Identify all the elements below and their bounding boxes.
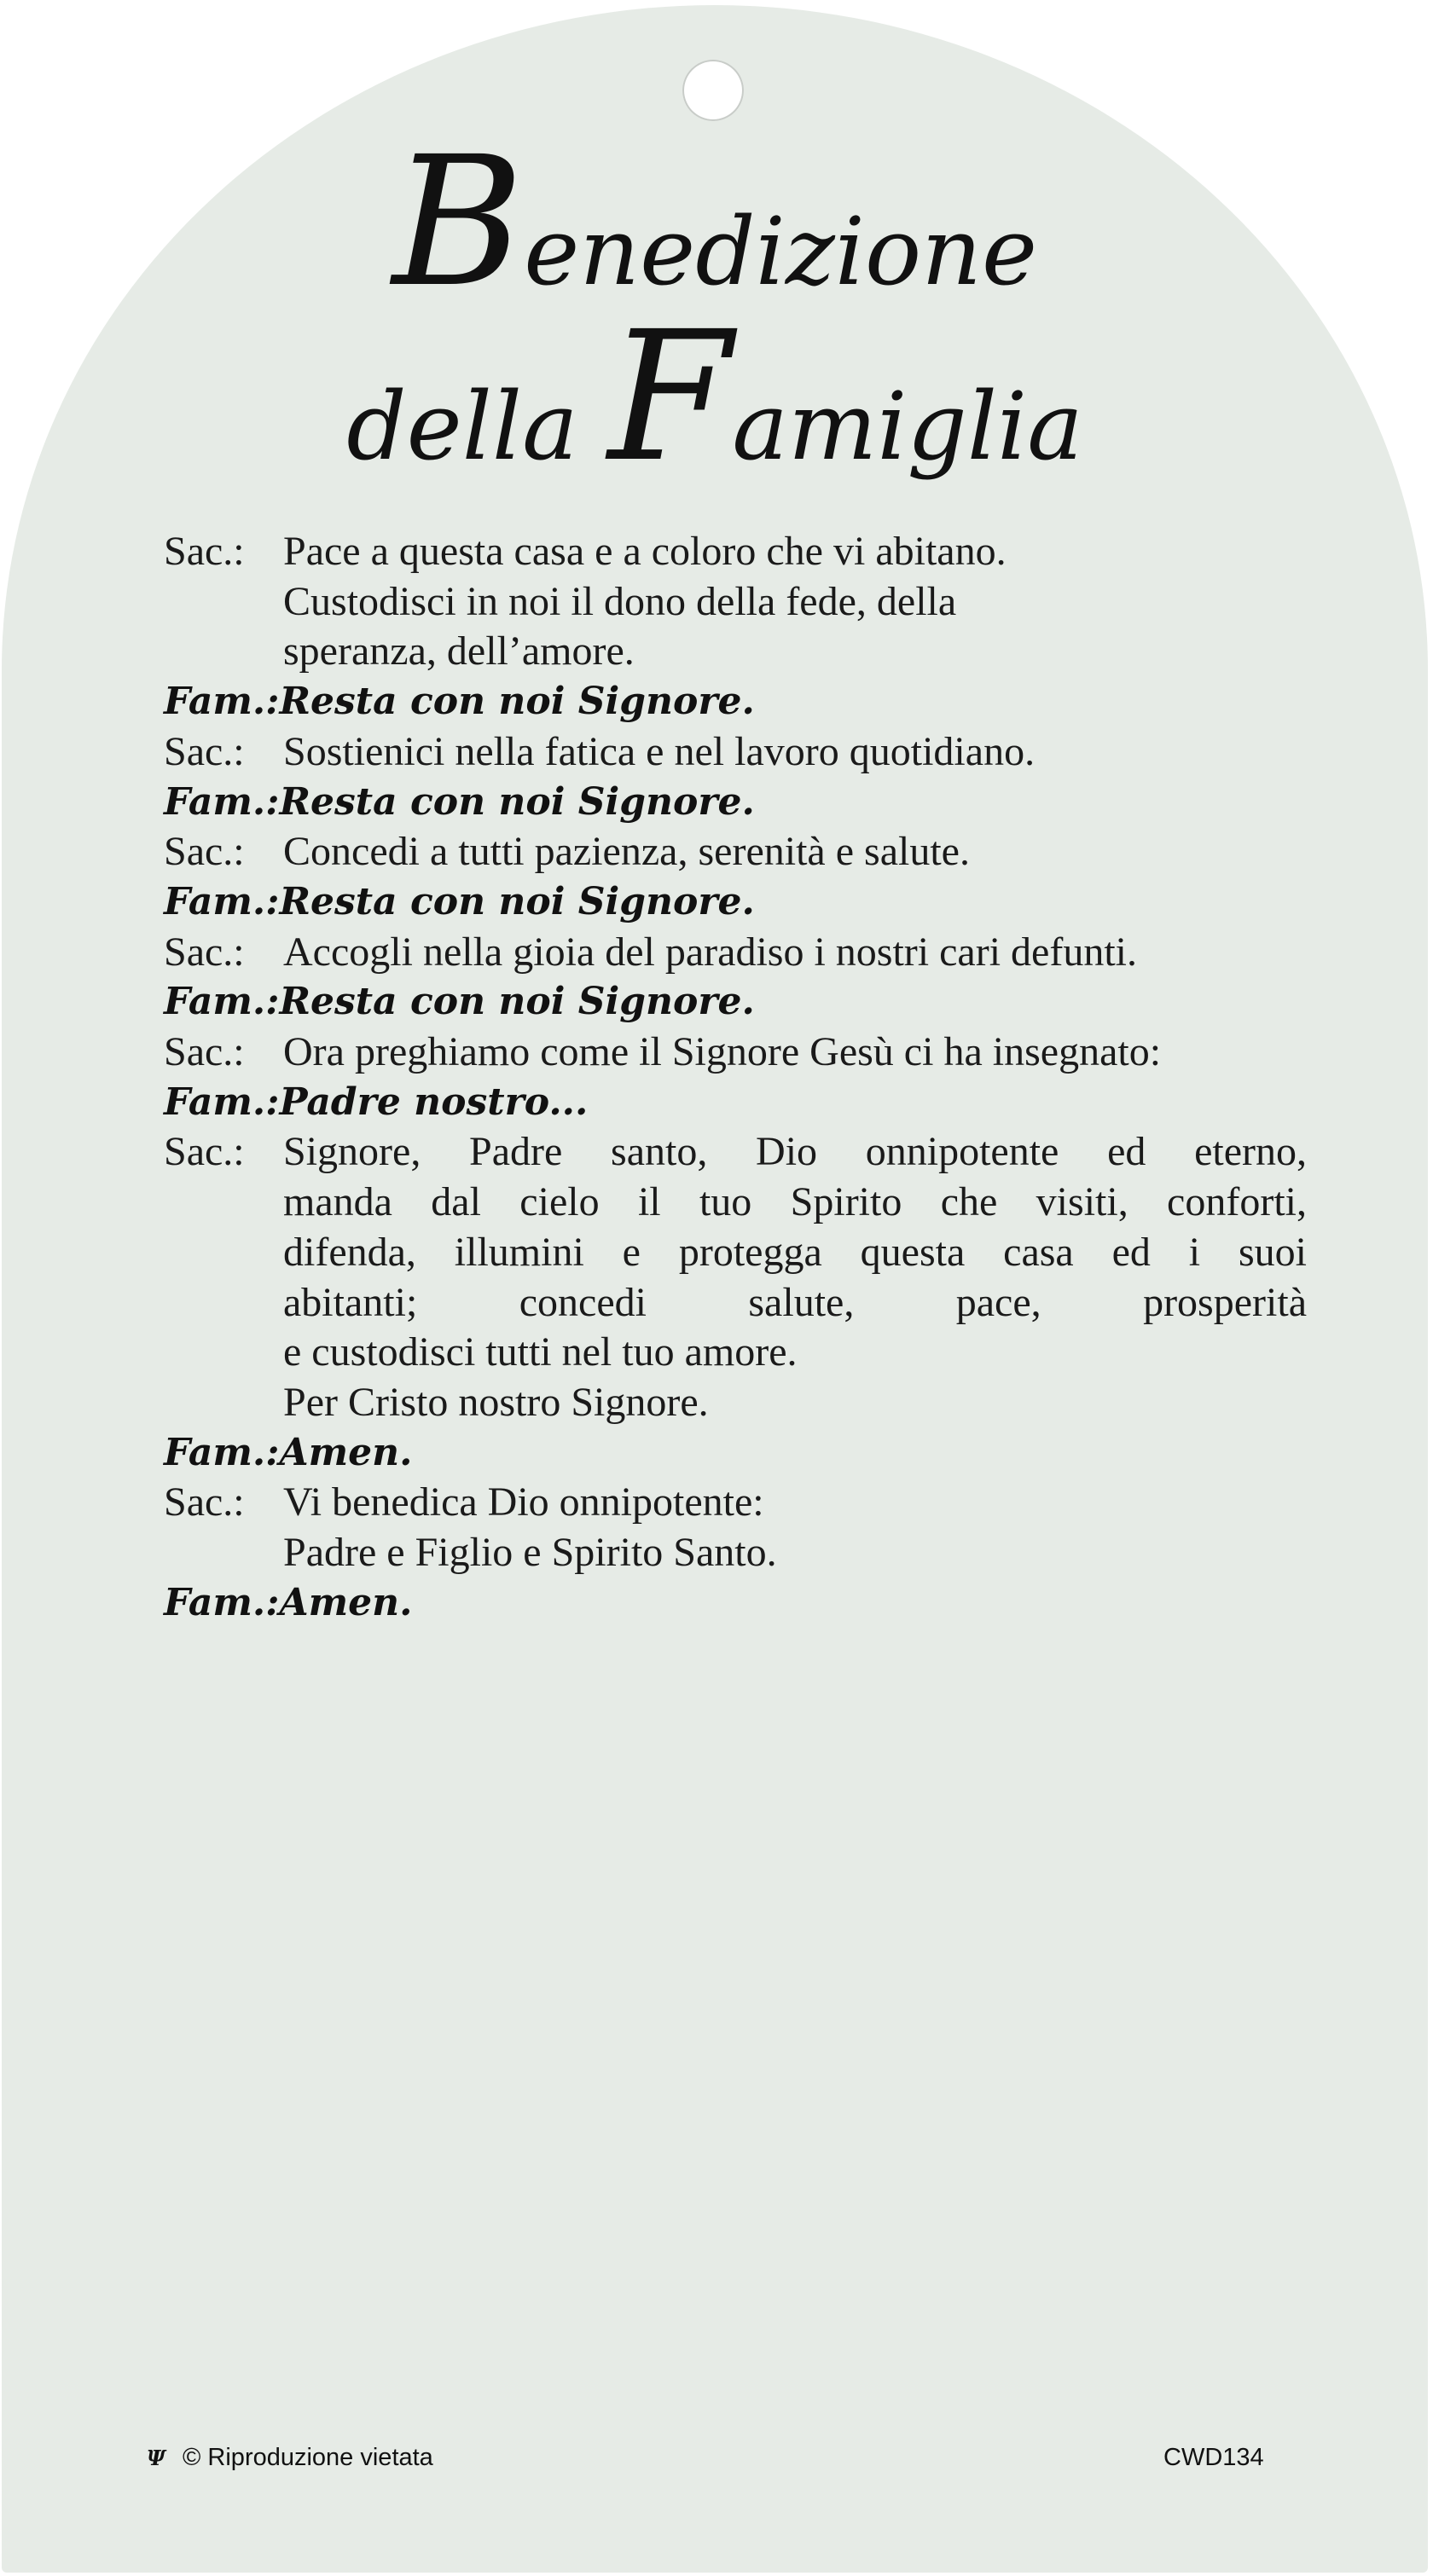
speaker-label-fam: Fam.: bbox=[164, 1580, 280, 1624]
sac-line bbox=[164, 1328, 1307, 1378]
fam-response bbox=[164, 977, 1307, 1028]
speaker-label-sac bbox=[164, 577, 283, 628]
speaker-label-sac: Sac.: bbox=[164, 529, 245, 574]
sac-line bbox=[164, 627, 1307, 677]
footer-copyright bbox=[145, 2444, 433, 2472]
fam-response-text: Resta con noi Signore. bbox=[279, 779, 755, 824]
sac-line bbox=[164, 1228, 1307, 1278]
fam-response bbox=[164, 677, 1307, 727]
fam-response-text: Resta con noi Signore. bbox=[279, 879, 755, 923]
sac-line bbox=[164, 1278, 1307, 1329]
speaker-label-sac bbox=[164, 1228, 283, 1278]
sac-line bbox=[164, 1528, 1307, 1578]
hanging-hole bbox=[682, 60, 744, 121]
fam-response-text: Amen. bbox=[279, 1580, 413, 1624]
prayer-card bbox=[2, 5, 1428, 2573]
speaker-label-sac: Sac.: bbox=[164, 728, 245, 774]
speaker-label-fam: Fam.: bbox=[164, 779, 280, 824]
sac-line bbox=[164, 577, 1307, 628]
fam-response bbox=[164, 778, 1307, 828]
sac-line-text: Concedi a tutti pazienza, serenità e salute. bbox=[283, 829, 970, 875]
copyright-text: © Riproduzione vietata bbox=[183, 2444, 433, 2471]
sac-line-text: Padre e Figlio e Spirito Santo. bbox=[283, 1530, 777, 1576]
speaker-label-fam: Fam.: bbox=[164, 1430, 280, 1474]
speaker-label-fam: Fam.: bbox=[164, 980, 280, 1024]
sac-line bbox=[164, 1127, 1307, 1178]
sac-line-text: abitanti; concedi salute, pace, prosperità bbox=[283, 1279, 1307, 1325]
fam-response-text: Resta con noi Signore. bbox=[279, 680, 755, 724]
publisher-logo-icon: Ψ bbox=[147, 2445, 165, 2470]
sac-line bbox=[164, 928, 1307, 978]
sac-line bbox=[164, 727, 1307, 778]
speaker-label-sac bbox=[164, 1528, 283, 1578]
fam-response bbox=[164, 1078, 1307, 1128]
sac-line-text: Accogli nella gioia del paradiso i nostri cari defunti. bbox=[283, 929, 1138, 975]
title-line-2: della Famiglia bbox=[346, 292, 1083, 501]
speaker-label-fam: Fam.: bbox=[164, 879, 280, 923]
sac-line-text: Sostienici nella fatica e nel lavoro quotidiano. bbox=[283, 728, 1036, 774]
fam-response-text: Padre nostro... bbox=[279, 1080, 589, 1124]
sac-line-text: Vi benedica Dio onnipotente: bbox=[283, 1479, 764, 1525]
sac-line-text: e custodisci tutti nel tuo amore. bbox=[283, 1329, 798, 1375]
speaker-label-sac bbox=[164, 1328, 283, 1378]
sac-line-text: Ora preghiamo come il Signore Gesù ci ha insegnato: bbox=[283, 1029, 1162, 1075]
fam-response-text: Amen. bbox=[279, 1430, 413, 1474]
speaker-label-sac: Sac.: bbox=[164, 929, 245, 975]
title-line-1: Benedizione bbox=[392, 118, 1038, 327]
sac-line-text: manda dal cielo il tuo Spirito che visiti, conforti, bbox=[283, 1179, 1307, 1225]
speaker-label-sac: Sac.: bbox=[164, 1029, 245, 1075]
sac-line bbox=[164, 1028, 1307, 1078]
speaker-label-sac bbox=[164, 1178, 283, 1228]
speaker-label-sac: Sac.: bbox=[164, 1129, 245, 1175]
speaker-label-sac: Sac.: bbox=[164, 1479, 245, 1525]
sac-line-text: Custodisci in noi il dono della fede, della bbox=[283, 578, 957, 624]
fam-response bbox=[164, 877, 1307, 928]
sac-line-text: difenda, illumini e protegga questa casa ed i suoi bbox=[283, 1229, 1307, 1275]
sac-line bbox=[164, 1478, 1307, 1528]
sac-line-text: Signore, Padre santo, Dio onnipotente ed eterno, bbox=[283, 1129, 1307, 1175]
speaker-label-fam: Fam.: bbox=[164, 680, 280, 724]
fam-response bbox=[164, 1428, 1307, 1479]
sac-line bbox=[164, 1378, 1307, 1428]
fam-response bbox=[164, 1578, 1307, 1629]
sac-line bbox=[164, 1178, 1307, 1228]
sac-line-text: Per Cristo nostro Signore. bbox=[283, 1379, 709, 1425]
fam-response-text: Resta con noi Signore. bbox=[279, 980, 755, 1024]
speaker-label-sac: Sac.: bbox=[164, 829, 245, 875]
speaker-label-sac bbox=[164, 1378, 283, 1428]
sac-line bbox=[164, 827, 1307, 877]
sac-line bbox=[164, 527, 1307, 577]
sac-line-text: Pace a questa casa e a coloro che vi abitano. bbox=[283, 529, 1007, 574]
speaker-label-sac bbox=[164, 1278, 283, 1329]
product-code: CWD134 bbox=[1163, 2444, 1264, 2471]
speaker-label-fam: Fam.: bbox=[164, 1080, 280, 1124]
prayer-text bbox=[164, 527, 1307, 1628]
sac-line-text: speranza, dell’amore. bbox=[283, 628, 635, 674]
speaker-label-sac bbox=[164, 627, 283, 677]
